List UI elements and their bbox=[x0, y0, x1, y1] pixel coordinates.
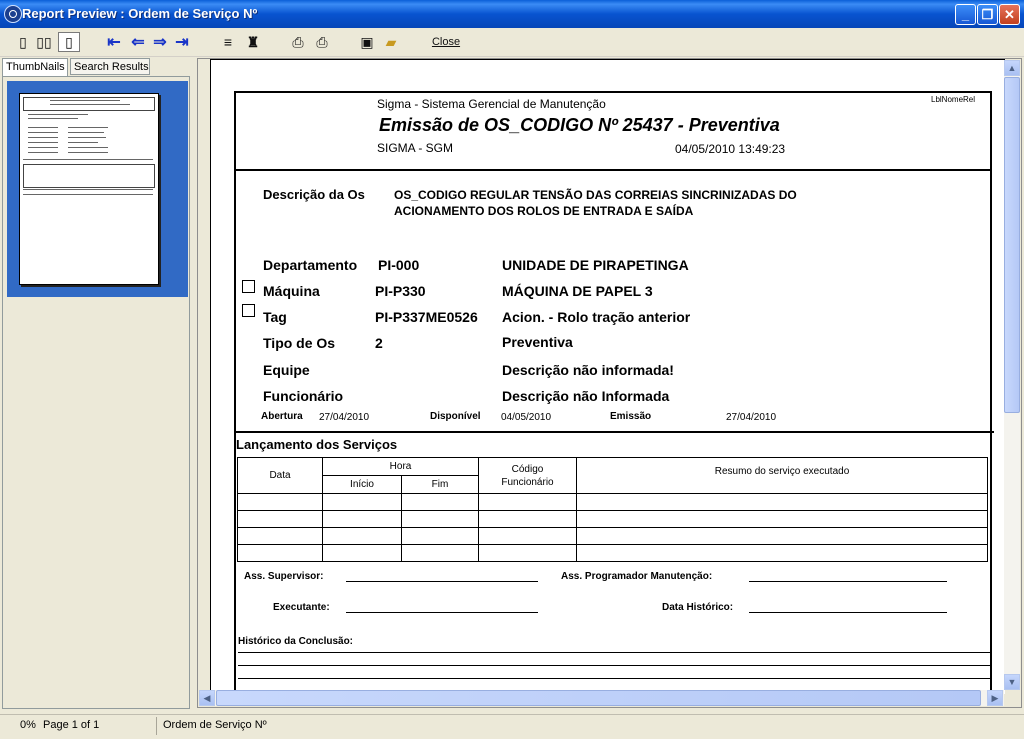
prev-page-icon[interactable]: ⇐ bbox=[131, 34, 145, 51]
col-inicio: Início bbox=[323, 476, 402, 494]
emissao-value: 27/04/2010 bbox=[726, 412, 777, 423]
horizontal-scroll-thumb[interactable] bbox=[216, 690, 981, 706]
scroll-right-button[interactable]: ▶ bbox=[987, 690, 1003, 706]
historico-line bbox=[238, 678, 990, 679]
disponivel-value: 04/05/2010 bbox=[501, 412, 552, 423]
field-label: Tag bbox=[263, 309, 287, 325]
next-page-icon[interactable]: ⇒ bbox=[153, 34, 167, 51]
maquina-checkbox bbox=[242, 280, 255, 293]
company-name: Sigma - Sistema Gerencial de Manutenção bbox=[377, 97, 606, 111]
horizontal-scrollbar[interactable] bbox=[199, 690, 1004, 706]
executante-label: Executante: bbox=[273, 602, 330, 613]
field-desc: Acion. - Rolo tração anterior bbox=[502, 309, 691, 325]
scroll-down-button[interactable]: ▼ bbox=[1004, 674, 1020, 690]
vertical-scrollbar[interactable] bbox=[1004, 60, 1020, 690]
field-code: 2 bbox=[375, 335, 383, 351]
historico-label: Histórico da Conclusão: bbox=[238, 636, 354, 647]
historico-line bbox=[238, 665, 990, 666]
last-page-icon[interactable]: ⇥ bbox=[175, 34, 189, 51]
descricao-line-2: ACIONAMENTO DOS ROLOS DE ENTRADA E SAÍDA bbox=[394, 204, 694, 218]
emissao-label: Emissão bbox=[610, 411, 652, 422]
two-pages-icon[interactable]: ▯▯ bbox=[36, 33, 52, 50]
table-row bbox=[238, 494, 988, 511]
programador-label: Ass. Programador Manutenção: bbox=[561, 571, 713, 582]
scroll-left-button[interactable]: ◀ bbox=[199, 690, 215, 706]
col-codigo-line1: Código bbox=[511, 463, 544, 475]
tag-checkbox bbox=[242, 304, 255, 317]
col-codigo-line2: Funcionário bbox=[501, 476, 554, 488]
single-page-icon[interactable]: ▯ bbox=[19, 33, 27, 50]
field-desc: Preventiva bbox=[502, 334, 573, 350]
col-resumo: Resumo do serviço executado bbox=[577, 458, 988, 494]
print-setup-icon[interactable]: ⎙ bbox=[292, 33, 304, 50]
data-historico-label: Data Histórico: bbox=[662, 602, 734, 613]
open-icon[interactable]: ▰ bbox=[385, 33, 397, 50]
field-desc: Descrição não Informada bbox=[502, 388, 670, 404]
signature-line bbox=[346, 581, 538, 582]
report-name-label: LblNomeRel bbox=[931, 95, 976, 104]
abertura-value: 27/04/2010 bbox=[319, 412, 370, 423]
close-window-button[interactable]: ✕ bbox=[999, 4, 1020, 25]
field-code: PI-P337ME0526 bbox=[375, 309, 478, 325]
thumbnail-selected[interactable] bbox=[7, 81, 188, 297]
app-icon[interactable] bbox=[4, 5, 22, 23]
signature-line bbox=[346, 612, 538, 613]
col-fim: Fim bbox=[402, 476, 479, 494]
field-code: PI-P330 bbox=[375, 283, 426, 299]
save-icon[interactable]: ▣ bbox=[360, 33, 374, 50]
scroll-up-button[interactable]: ▲ bbox=[1004, 60, 1020, 76]
page-indicator: Page 1 of 1 bbox=[43, 719, 100, 731]
col-data: Data bbox=[238, 458, 323, 494]
section-divider bbox=[234, 431, 994, 433]
find-icon[interactable]: ♜ bbox=[246, 33, 260, 50]
disponivel-label: Disponível bbox=[430, 411, 481, 422]
report-title: Emissão de OS_CODIGO Nº 25437 - Preventiva bbox=[379, 115, 780, 135]
progress-text: 0% bbox=[20, 719, 36, 731]
close-button[interactable]: Close bbox=[431, 36, 461, 48]
field-desc: UNIDADE DE PIRAPETINGA bbox=[502, 257, 689, 273]
field-desc: MÁQUINA DE PAPEL 3 bbox=[502, 283, 653, 299]
descricao-label: Descrição da Os bbox=[263, 187, 365, 202]
page-thumbnail[interactable] bbox=[19, 93, 159, 285]
goto-page-icon[interactable]: ≡ bbox=[223, 34, 233, 50]
historico-line bbox=[238, 652, 990, 653]
field-label: Tipo de Os bbox=[263, 335, 336, 351]
col-codigo bbox=[479, 458, 577, 494]
field-code: PI-000 bbox=[378, 257, 420, 273]
tab-search-results[interactable]: Search Results bbox=[70, 58, 150, 75]
print-icon[interactable]: ⎙ bbox=[316, 33, 328, 50]
title-bar bbox=[0, 0, 1024, 28]
field-label: Máquina bbox=[263, 283, 320, 299]
table-row bbox=[238, 545, 988, 562]
table-row bbox=[238, 511, 988, 528]
field-label: Departamento bbox=[263, 257, 358, 273]
tab-thumbnails[interactable]: ThumbNails bbox=[2, 58, 68, 76]
status-bar bbox=[0, 714, 1024, 739]
report-page bbox=[210, 59, 1005, 694]
maximize-button[interactable]: ❐ bbox=[977, 4, 998, 25]
status-divider bbox=[156, 717, 157, 735]
signature-line bbox=[749, 581, 947, 582]
vertical-scroll-thumb[interactable] bbox=[1004, 77, 1020, 413]
thumbnail-panel bbox=[2, 76, 190, 709]
toolbar bbox=[0, 28, 1024, 57]
report-preview-area bbox=[197, 58, 1022, 708]
minimize-button[interactable]: _ bbox=[955, 4, 976, 25]
signature-line bbox=[749, 612, 947, 613]
field-label: Funcionário bbox=[263, 388, 344, 404]
first-page-icon[interactable]: ⇤ bbox=[107, 34, 121, 51]
servicos-table bbox=[237, 457, 988, 562]
supervisor-label: Ass. Supervisor: bbox=[244, 571, 324, 582]
system-name: SIGMA - SGM bbox=[377, 141, 454, 155]
report-datetime: 04/05/2010 13:49:23 bbox=[675, 142, 786, 156]
field-desc: Descrição não informada! bbox=[502, 362, 674, 378]
full-page-icon[interactable]: ▯ bbox=[58, 32, 80, 52]
col-hora: Hora bbox=[323, 458, 479, 476]
abertura-label: Abertura bbox=[261, 411, 303, 422]
servicos-title: Lançamento dos Serviços bbox=[236, 437, 398, 452]
table-row bbox=[238, 528, 988, 545]
report-name-status: Ordem de Serviço Nº bbox=[163, 719, 267, 731]
descricao-line-1: OS_CODIGO REGULAR TENSÃO DAS CORREIAS SINCRINIZADAS DO bbox=[394, 188, 797, 202]
field-label: Equipe bbox=[263, 362, 310, 378]
window-title: Report Preview : Ordem de Serviço Nº bbox=[22, 6, 258, 21]
